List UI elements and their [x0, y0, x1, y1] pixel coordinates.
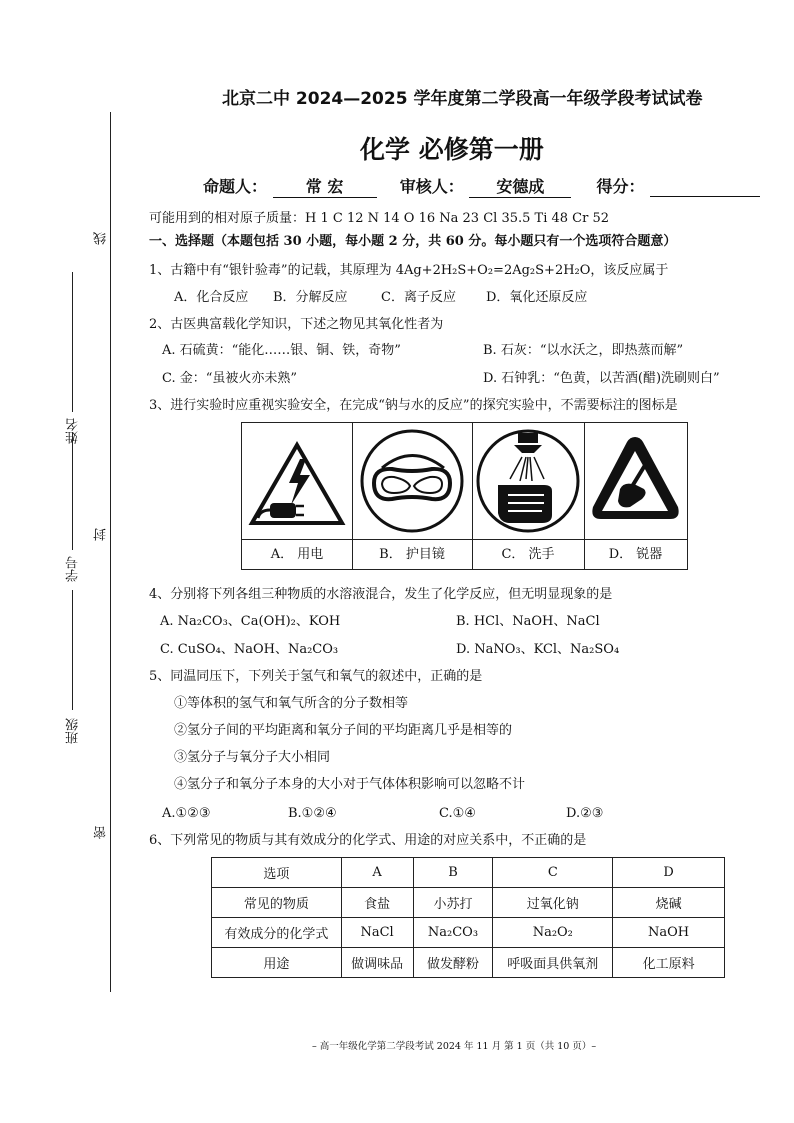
name-label: 姓名	[66, 418, 81, 444]
table-row	[212, 858, 725, 888]
table-cell: C	[493, 858, 613, 888]
q5-option-b[interactable]: B.①②④	[288, 806, 337, 821]
reviewer-name: 安德成	[469, 174, 571, 198]
table-cell: 呼吸面具供氧剂	[493, 948, 613, 978]
class-label: 班级	[66, 718, 81, 744]
table-cell: 做发酵粉	[413, 948, 493, 978]
q4-option-a[interactable]: A. Na₂CO₃、Ca(OH)₂、KOH	[160, 614, 341, 629]
q5-option-c[interactable]: C.①④	[439, 806, 476, 821]
icon-caption-b: B． 护目镜	[352, 539, 472, 570]
q5-option-d[interactable]: D.②③	[566, 806, 604, 821]
q6-table	[211, 857, 725, 978]
subject-title: 化学 必修第一册	[360, 135, 544, 164]
reviewer-label: 审核人：	[399, 177, 464, 196]
q2-option-c[interactable]: C. 金：“虽被火亦未熟”	[162, 371, 298, 386]
q5-statement-4: ④氢分子和氧分子本身的大小对于气体体积影响可以忽略不计	[174, 777, 526, 792]
table-cell: D	[613, 858, 725, 888]
q2-stem: 2、古医典富载化学知识，下述之物见其氧化性者为	[149, 317, 444, 332]
q4-option-b[interactable]: B. HCl、NaOH、NaCl	[456, 614, 600, 629]
q5-statement-2: ②氢分子间的平均距离和氧分子间的平均距离几乎是相等的	[174, 723, 513, 738]
table-cell: A	[341, 858, 413, 888]
table-cell: 选项	[212, 858, 342, 888]
class-blank	[72, 590, 73, 710]
q4-option-c[interactable]: C. CuSO₄、NaOH、Na₂CO₃	[160, 642, 339, 657]
q2-option-b[interactable]: B. 石灰：“以水沃之，即热蒸而解”	[483, 343, 684, 358]
q1-stem: 1、古籍中有“银针验毒”的记载，其原理为 4Ag+2H₂S+O₂=2Ag₂S+2H₂O，该反应属于	[149, 263, 669, 278]
table-cell: 化工原料	[613, 948, 725, 978]
page-footer: – 高一年级化学第二学段考试 2024 年 11 月 第 1 页（共 10 页）–	[312, 1041, 597, 1052]
q5-statement-3: ③氢分子与氧分子大小相同	[174, 750, 331, 765]
table-cell: 有效成分的化学式	[212, 918, 342, 948]
table-cell: 做调味品	[341, 948, 413, 978]
electricity-icon	[242, 423, 352, 539]
table-row	[212, 918, 725, 948]
q5-option-a[interactable]: A.①②③	[162, 806, 211, 821]
q5-statement-1: ①等体积的氢气和氧气所含的分子数相等	[174, 696, 409, 711]
table-cell: Na₂O₂	[493, 918, 613, 948]
icon-cell-hand-washing[interactable]	[472, 423, 585, 569]
binding-line-label: 线	[94, 232, 109, 245]
icon-cell-electricity[interactable]	[242, 423, 353, 569]
table-cell: NaOH	[613, 918, 725, 948]
table-cell: 用途	[212, 948, 342, 978]
q6-stem: 6、下列常见的物质与其有效成分的化学式、用途的对应关系中，不正确的是	[149, 833, 587, 848]
table-cell: Na₂CO₃	[413, 918, 493, 948]
table-cell: B	[413, 858, 493, 888]
author-line	[203, 174, 760, 198]
table-row	[212, 948, 725, 978]
score-label: 得分：	[596, 177, 645, 196]
student-id-label: 学号	[66, 556, 81, 582]
q2-option-d[interactable]: D. 石钟乳：“色黄，以苦酒(醋)洗刷则白”	[483, 371, 720, 386]
exam-title: 北京二中 2024—2025 学年度第二学段高一年级学段考试试卷	[222, 89, 703, 109]
q1-option-a[interactable]: A．化合反应	[174, 290, 249, 305]
table-cell: NaCl	[341, 918, 413, 948]
student-id-blank	[72, 432, 73, 550]
safety-icons-table	[241, 422, 688, 570]
table-cell: 常见的物质	[212, 888, 342, 918]
table-cell: 食盐	[341, 888, 413, 918]
table-cell: 烧碱	[613, 888, 725, 918]
setter-label: 命题人：	[203, 177, 268, 196]
goggles-icon	[352, 423, 472, 539]
score-field[interactable]	[650, 177, 760, 197]
section1-heading: 一、选择题（本题包括 30 小题，每小题 2 分，共 60 分。每小题只有一个选项符合题意）	[149, 234, 677, 249]
icon-caption-d: D． 锐器	[584, 539, 687, 570]
q4-stem: 4、分别将下列各组三种物质的水溶液混合，发生了化学反应，但无明显现象的是	[149, 587, 613, 602]
sharp-objects-icon	[584, 423, 687, 539]
icon-cell-sharp-objects[interactable]	[584, 423, 687, 569]
q5-stem: 5、同温同压下，下列关于氢气和氧气的叙述中，正确的是	[149, 669, 483, 684]
q1-option-b[interactable]: B．分解反应	[273, 290, 348, 305]
hand-washing-icon	[472, 423, 584, 539]
atomic-masses: 可能用到的相对原子质量：H 1 C 12 N 14 O 16 Na 23 Cl 35.5 Ti 48 Cr 52	[149, 211, 609, 226]
table-cell: 过氧化钠	[493, 888, 613, 918]
binding-sealed-label: 密	[94, 826, 109, 839]
table-cell: 小苏打	[413, 888, 493, 918]
q3-stem: 3、进行实验时应重视实验安全，在完成“钠与水的反应”的探究实验中，不需要标注的图标是	[149, 398, 678, 413]
icon-caption-a: A． 用电	[242, 539, 352, 570]
q4-option-d[interactable]: D. NaNO₃、KCl、Na₂SO₄	[456, 642, 620, 657]
q1-option-c[interactable]: C．离子反应	[381, 290, 456, 305]
q1-option-d[interactable]: D．氧化还原反应	[486, 290, 588, 305]
icon-cell-goggles[interactable]	[352, 423, 473, 569]
setter-name: 常 宏	[273, 174, 377, 198]
table-row	[212, 888, 725, 918]
binding-seal-label: 封	[94, 528, 109, 541]
name-blank	[72, 272, 73, 412]
q2-option-a[interactable]: A. 石硫黄：“能化……银、铜、铁，奇物”	[162, 343, 401, 358]
icon-caption-c: C． 洗手	[472, 539, 584, 570]
